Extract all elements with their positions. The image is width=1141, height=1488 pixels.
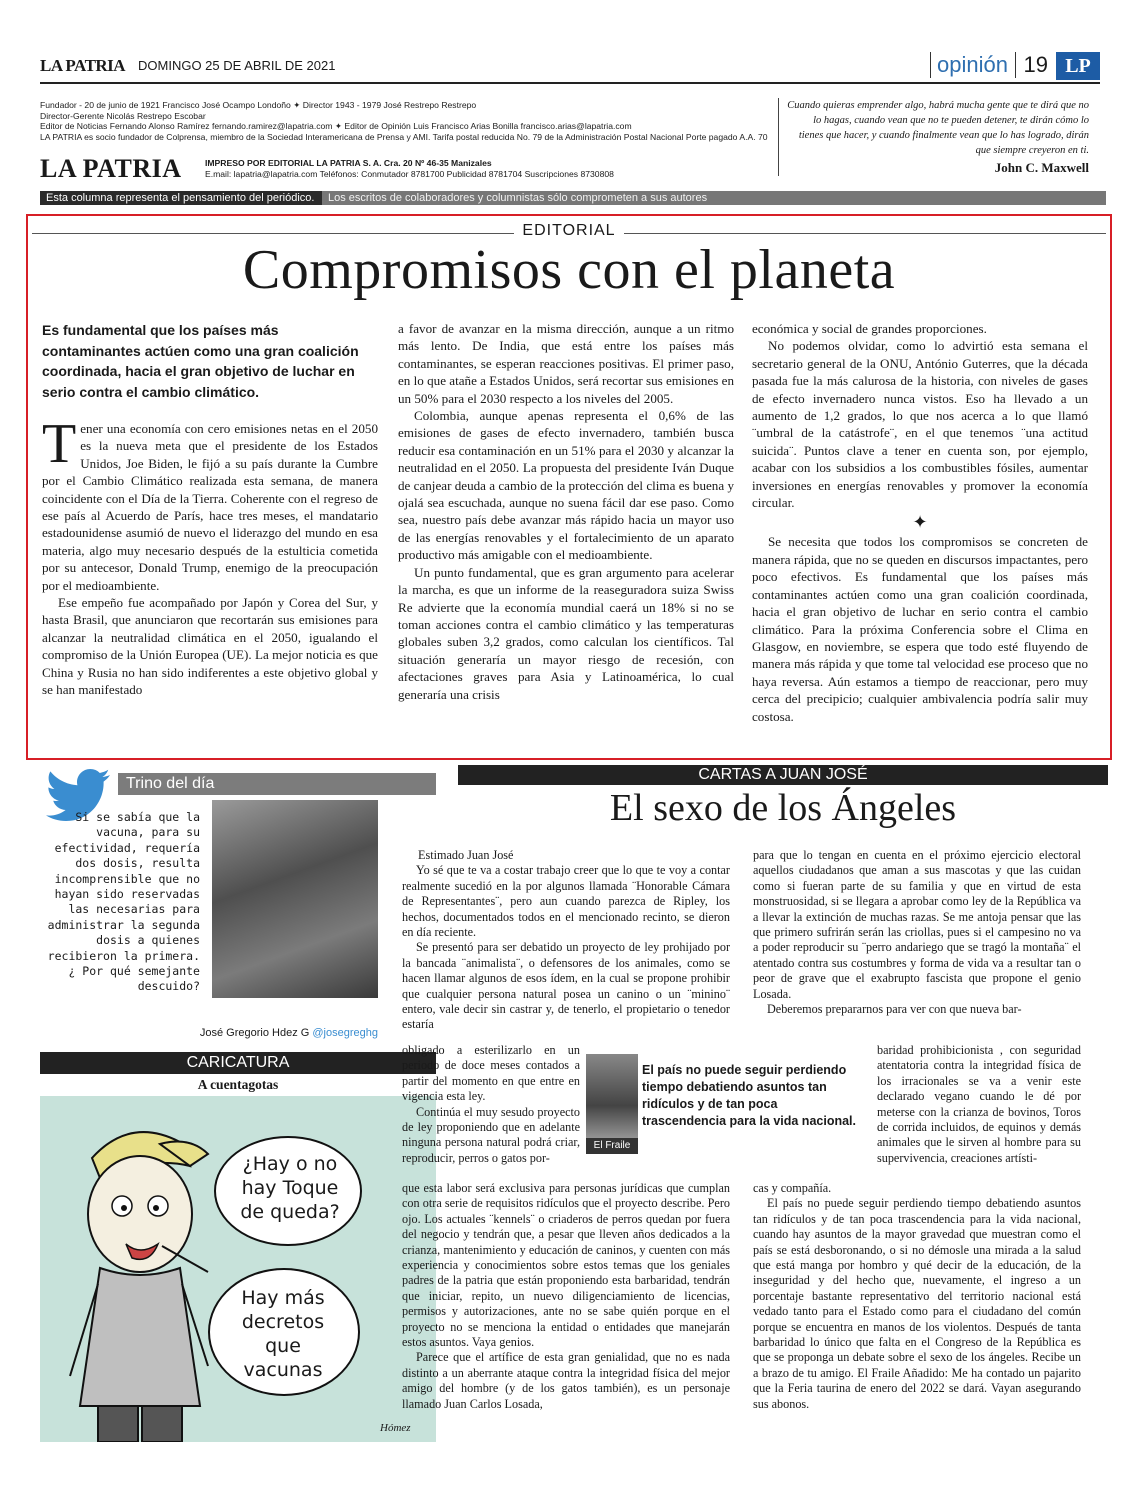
ornament-icon: ✦ [912,512,928,533]
credit-line: Editor de Noticias Fernando Alonso Ramírez fernando.ramirez@lapatria.com ✦ Editor de Opinión Luis Francisco Arias Bonilla francisco.arias@lapatria.com [40,121,632,132]
masthead-name: LA PATRIA [40,56,126,75]
tweet-text: Si se sabía que la vacuna, para su efectividad, requería dos dosis, resulta incomprensible que no hayan sido reservadas las necesarias para administrar la segunda dosis a quienes recibieron la primera. ¿ Por qué semejante descuido? [47,810,200,994]
speech-bubble-1-text: ¿Hay o no hay Toque de queda? [240,1153,340,1223]
cartas-paragraph: que esta labor será exclusiva para personas jurídicas que cumplan con otra serie de requisitos ridículos que el proyecto describe. Pero ojo. Los actuales ¨kennels¨ o criaderos de perros quedan por fuera del negocio y tendrán que, a pesar que lleven años dedicados a la crianza, mantenimiento y educación de caninos, y cuenten con más experiencia y conocimientos sobre estos temas que los geniales padres de la patria que están proponiendo esta barbaridad, tendrán que iniciar, repito, un nuevo diligenciamiento de licencias, permisos y autorizaciones, ante no se sabe quién porque en el proyecto no se menciona la entidad o entidades que manejarán estos asuntos. Vaya genios. [402,1181,730,1350]
editorial-paragraph: No podemos olvidar, como lo advirtió esta semana el secretario general de la ONU, António Guterres, que la década pasada fue la más calurosa de la historia, con niveles de gases de efecto invernadero nunca vistos. Eso ha llevado a un aumento de 1,2 grados, lo que nos acerca a lo que llamó ¨umbral de la catástrofe¨, en el que tenemos ¨una actitud suicida¨. Puntos clave a tener en cuenta son, por ejemplo, acabar con los subsidios a los combustibles fósiles, aumentar inversiones en energías renovables y promover la economía circular. [752,338,1088,511]
cartas-kicker: CARTAS A JUAN JOSÉ [458,765,1108,785]
tweet-author [200,1027,378,1039]
masthead-date: DOMINGO 25 DE ABRIL DE 2021 [138,58,336,73]
cartas-salutation: Estimado Juan José [418,848,514,862]
cartas-paragraph: obligado a esterilizarlo en un periodo de doce meses contados a partir del momento en que entre en vigencia esta ley. [402,1043,580,1104]
cartas-paragraph: Yo sé que te va a costar trabajo creer que lo que te voy a contar realmente sucedió en la por algunos llamada ¨Honorable Cámara de Representantes¨, pero aun cuando parezca de Ripley, los hechos, documentados todos en el mencionado recinto, se dieron en día reciente. [402,863,730,940]
cartoon-figure-icon [40,1096,436,1442]
pullquote-author: El Fraile [586,1138,638,1154]
editorial-lead: Es fundamental que los países más contaminantes actúen como una gran coalición coordinada, hacia el gran objetivo de luchar en serio contra el cambio climático. [42,322,359,400]
cartas-paragraph: Parece que el artífice de esta gran genialidad, que no es nada distinto a un aberrante ataque contra la integridad física del mejor amigo del hombre (y de los gatos también), es un personaje llamado Juan Carlos Losada, [402,1350,730,1411]
cartoonist-signature: Hómez [380,1422,411,1434]
quote-text: Cuando quieras emprender algo, habrá mucha gente que te dirá que no lo hagas, cuando vean que no te pueden detener, te dirán cómo lo tienes que hacer, y cuando finalmente vean que lo has logrado, dirán que siempre creyeron en ti. [787,100,1089,156]
cartas-column-1-middle [402,1043,580,1166]
editorial-paragraph: Ese empeño fue acompañado por Japón y Corea del Sur, y hasta Brasil, que anunciaron que recortarán sus emisiones para alcanzar la neutralidad climática en el 2050, igualando el compromiso de la Unión Europea (UE). La mejor noticia es que China y Rusia no han sido indiferentes a este objetivo global y se han manifestado [42,595,378,698]
speech-bubble-2-text: Hay más decretos que vacunas [241,1287,325,1381]
cartas-title: El sexo de los Ángeles [609,787,957,829]
brand-name: LA PATRIA [40,154,182,183]
editorial-paragraph: Colombia, aunque apenas representa el 0,6% de las emisiones de gases de efecto invernadero, también busca reducir esa contaminación en un 51% para el 2030 y alcanzar la neutralidad en el 2050. La propuesta del presidente Iván Duque de canjear deuda a cambio de la protección del clima es buena y ojalá sea escuchada, aunque no suena fácil dar ese paso. Como sea, nuestro país debe avanzar más rápido hacia un mayor uso de las energías renovables y el fortalecimiento de un aparato productivo más amigable con el medioambiente. [398,408,734,563]
trino-label: Trino del día [118,773,436,795]
editorial-title: Compromisos con el planeta [242,239,896,301]
editorial-paragraph-text: ener una economía con cero emisiones netas en el 2050 es la nueva meta que el presidente de los Estados Unidos, Joe Biden, le fijó a su país durante la Cumbre por el Cambio Climático realizada esta semana, de manera coincidente con el Día de la Tierra. Coherente con el regreso de ese país al Acuerdo de París, hace tres meses, el mandatario estadounidense asumió de nuevo el liderazgo del mundo en esa materia, algo muy necesario después de la estulticia cometida por su antecesor, Donald Trump, enemigo de la preocupación por el medioambiente. [42,421,378,593]
imprint-line: E.mail: lapatria@lapatria.com Teléfonos: Conmutador 8781700 Publicidad 8781704 Suscripciones 8730808 [205,168,614,179]
editorial-column-2 [398,320,734,703]
cartas-column-1-top [402,848,730,1033]
cartas-paragraph: El país no puede seguir perdiendo tiempo debatiendo asuntos tan ridículos y de tan poca trascendencia para la vida nacional, cuando hay asuntos de la mayor gravedad que muestran como el país se está desboronando, o si no démosle una mirada a la salud que está manga por hombro y qué decir de la educación, de la inseguridad y del hecho que, nuevamente, el ingreso a un porcentaje bastante representativo del territorio nacional está vedado tanto para el Estado como para el ciudadano del común porque se encuentra en manos de los violentos. Después de tanta barbaridad lo único que falta en el Congreso de la República es que se proponga un debate sobre el sexo de los ángeles. Recibe un a brazo de tu amigo. El Fraile Añadido: Me ha contado un pajarito que la Feria taurina de enero del 2022 se dará. Vayan asegurando sus abonos. [753,1196,1081,1411]
tweet-author-photo [212,800,378,998]
editorial-paragraph: Un punto fundamental, que es gran argumento para acelerar la marcha, es que un informe de la reaseguradora suiza Swiss Re advierte que la economía mundial caerá un 18% si no se toman acciones contra el cambio climático y las temperaturas globales suben 3,2 grados, como calculan los científicos. Tal situación generaría un mayor riesgo de recesión, con afectaciones graves para Asia y Latinoamérica, lo cual generaría una crisis [398,564,734,702]
credit-line: Fundador - 20 de junio de 1921 Francisco José Ocampo Londoño ✦ Director 1943 - 1979 José Restrepo Restrepo [40,100,477,110]
drop-cap: T [42,413,77,475]
cartas-column-1-bottom [402,1181,730,1412]
pullquote-text: El país no puede seguir perdiendo tiempo debatiendo asuntos tan ridículos y de tan poca trascendencia para la vida nacional. [642,1063,856,1128]
tweet-author-handle[interactable]: @josegreghg [312,1027,378,1039]
cartas-column-2-bottom [753,1181,1081,1412]
tweet-section [40,765,436,1045]
credits-block [40,100,780,142]
editorial-paragraph: económica y social de grandes proporciones. [752,321,987,336]
editorial-kicker-label: EDITORIAL [514,222,623,239]
cartas-paragraph: para que lo tengan en cuenta en el próximo ejercicio electoral aquellos ciudadanos que aman a sus mascotas y que las cuidan como si fueran parte de su familia y que en virtud de esta monstruosidad, si se llegara a aprobar como ley de la República va a llevar la extinción de muchas razas. Se me antoja pensar que las que primero sufrirán serán las criollas, pues si el campesino no va a poder reproducir su ¨perro andariego que se tragó la montaña¨ el atentado contra sus costumbres y forma de vida va a resultar tan o peor de grave que el exabrupto fascista que propone el genio Losada. [753,848,1081,1001]
imprint-line: IMPRESO POR EDITORIAL LA PATRIA S. A. Cra. 20 Nº 46-35 Manizales [205,158,492,168]
section-tag: opinión [930,52,1008,78]
pullquote-box [586,1052,874,1154]
page-number: 19 [1015,52,1048,78]
columnists-disclaimer-bar: Los escritos de colaboradores y columnistas sólo comprometen a sus autores [322,191,1106,205]
pullquote-author-photo [586,1054,638,1140]
cartas-paragraph: baridad prohibicionista , con seguridad atentatoria contra la integridad física de los irracionales se va a venir este declarado vegano cuando le dé por meterse con la crianza de bovinos, Toros de corrida incluidos, de equinos y demás animales que le sirven al hombre para su supervivencia, creaciones artísti- [877,1043,1081,1165]
cartas-column-2-top [753,848,1081,1017]
editorial-box [26,214,1112,760]
cartas-column-2-middle [877,1043,1081,1166]
quote-box [778,98,1089,176]
editorial-paragraph: Se necesita que todos los compromisos se concreten de manera rápida, que no se queden en discursos impactantes, pero poco efectivos. Es fundamental que los países más contaminantes actúen como una gran coalición coordinada, hacia el gran objetivo de luchar en serio contra el cambio climático. Para la próxima Conferencia sobre el Clima en Glasgow, en noviembre, se espera que todo esté fluyendo de manera más rápida y que tome tal velocidad ese proceso que no haya reversa. Aún estamos a tiempo de reaccionar, pero muy cerca del precipicio; cualquier ambivalencia podría salir muy costosa. [752,534,1088,724]
header-rule [40,82,1100,84]
cartas-paragraph: Se presentó para ser debatido un proyecto de ley prohijado por la bancada ¨animalista¨, o defensores de los animales, como se hacen llamar algunos de esos ídem, en la cual se propone prohibir que cualquier persona natural posea un canino o un ¨minino¨ entero, vale decir sin castrar y, de tenerlo, el propietario o tenedor estaría [402,940,730,1032]
editorial-paragraph [42,413,378,594]
editorial-disclaimer-bar: Esta columna representa el pensamiento del periódico. [40,191,322,205]
editorial-column-3 [752,320,1088,725]
caricatura-subtitle: A cuentagotas [197,1077,279,1092]
cartas-paragraph: Deberemos prepararnos para ver con que nueva bar- [767,1002,1022,1017]
imprint-block [205,158,785,179]
masthead-row [40,52,1100,80]
cartas-paragraph: cas y compañía. [753,1181,832,1195]
editorial-paragraph: a favor de avanzar en la misma dirección, aunque a un ritmo más lento. De India, que está entre los países más contaminantes, se esperan reacciones positivas. El primer paso, en lo que atañe a Estados Unidos, será recortar sus emisiones en un 50% para el 2030 respecto a los niveles del 2005. [398,321,734,406]
quote-author: John C. Maxwell [994,160,1089,175]
credit-line: LA PATRIA es socio fundador de Colprensa, miembro de la Sociedad Interamericana de Prensa y AMI. Tarifa postal reducida No. 79 de la Administración Postal Nacional Porte pagado A.A. 70 [40,131,768,142]
tweet-author-name: José Gregorio Hdez G [199,1027,310,1039]
caricatura-label: CARICATURA [40,1052,436,1074]
cartas-paragraph: Continúa el muy sesudo proyecto de ley proponiendo que en adelante ninguna persona natural podrá criar, reproducir, perros o gatos por- [402,1104,580,1165]
caricatura-panel [40,1096,436,1442]
credit-line: Director-Gerente Nicolás Restrepo Escobar [40,110,206,121]
lp-logo: LP [1056,52,1100,80]
editorial-column-1 [42,320,378,699]
